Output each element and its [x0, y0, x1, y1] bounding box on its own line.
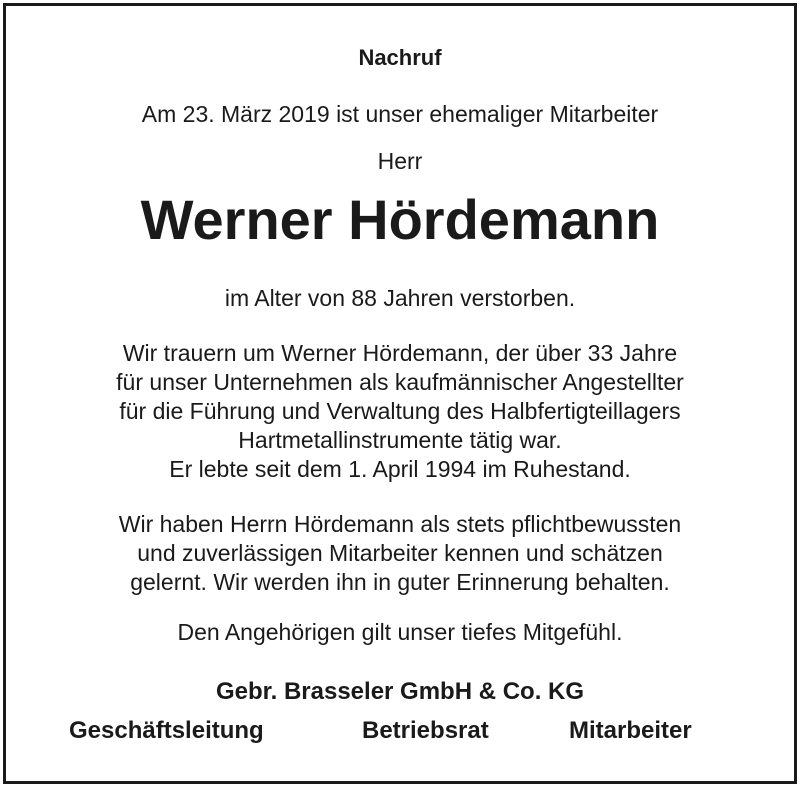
- signer-management: Geschäftsleitung: [69, 717, 264, 744]
- tribute-paragraph: [0, 339, 800, 484]
- appreciation-line: gelernt. Wir werden ihn in guter Erinnerung behalten.: [130, 569, 670, 595]
- tribute-line: für unser Unternehmen als kaufmännischer Angestellter: [116, 369, 684, 395]
- age-line: im Alter von 88 Jahren verstorben.: [224, 285, 576, 311]
- appreciation-line: Wir haben Herrn Hördemann als stets pflichtbewussten: [118, 511, 682, 537]
- appreciation-line: und zuverlässigen Mitarbeiter kennen und schätzen: [137, 540, 663, 566]
- signer-employees: Mitarbeiter: [569, 717, 692, 744]
- notice-heading: Nachruf: [358, 45, 442, 70]
- tribute-line: Er lebte seit dem 1. April 1994 im Ruhestand.: [169, 456, 631, 482]
- deceased-name: Werner Hördemann: [140, 188, 660, 251]
- tribute-line: Hartmetallinstrumente tätig war.: [238, 427, 562, 453]
- salutation: Herr: [377, 148, 423, 174]
- condolence-line: Den Angehörigen gilt unser tiefes Mitgefühl.: [177, 619, 623, 645]
- appreciation-paragraph: [0, 510, 800, 597]
- intro-line: Am 23. März 2019 ist unser ehemaliger Mitarbeiter: [141, 101, 659, 127]
- signers-row: [0, 715, 800, 747]
- signer-works-council: Betriebsrat: [362, 717, 489, 744]
- company-name: Gebr. Brasseler GmbH & Co. KG: [215, 678, 585, 705]
- tribute-line: Wir trauern um Werner Hördemann, der über 33 Jahre: [122, 340, 678, 366]
- tribute-line: für die Führung und Verwaltung des Halbfertigteillagers: [119, 398, 681, 424]
